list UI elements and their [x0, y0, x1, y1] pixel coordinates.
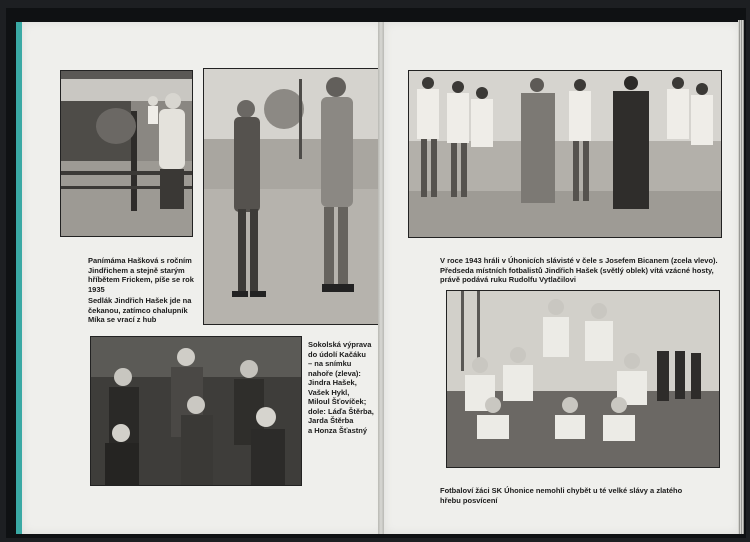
left-page — [16, 22, 384, 534]
right-page — [384, 22, 740, 534]
caption-match: V roce 1943 hráli v Úhonicích slávisté v čele s Josefem Bicanem (zcela vlevo). Předseda místních fotbalistů Jindřich Hašek (světlý oblek) vítá vzácné hosty, právě podává ruku Rudolfu Vytlačilovi — [440, 256, 718, 284]
photo-mother-with-child-and-foal — [60, 70, 193, 237]
photo-sokol-scouts — [90, 336, 302, 486]
photo-farmer-and-neighbor — [203, 68, 380, 325]
photo-youth-football-team — [446, 290, 720, 468]
photo-football-players-greeting — [408, 70, 722, 238]
caption-scouts: Sokolská výprava do údolí Kačáku – na snímku nahoře (zleva): Jindra Hašek, Vašek Hykl, Miloul Šťovíček; dole: Láďa Štěrba, Jarda Štěrba a Honza Šťastný — [308, 340, 374, 435]
page-edges — [738, 20, 744, 534]
book-spread — [6, 8, 746, 538]
caption-pupils: Fotbaloví žáci SK Úhonice nemohli chybět u té velké slávy a zlatého hřebu posvícení — [440, 486, 683, 505]
caption-farmer: Sedlák Jindřich Hašek jde na čekanou, zatímco chalupník Míka se vrací z hub — [88, 296, 192, 324]
caption-mother: Panímáma Hašková s ročním Jindřichem a stejně starým hříbětem Frickem, píše se rok 1935 — [88, 256, 194, 294]
